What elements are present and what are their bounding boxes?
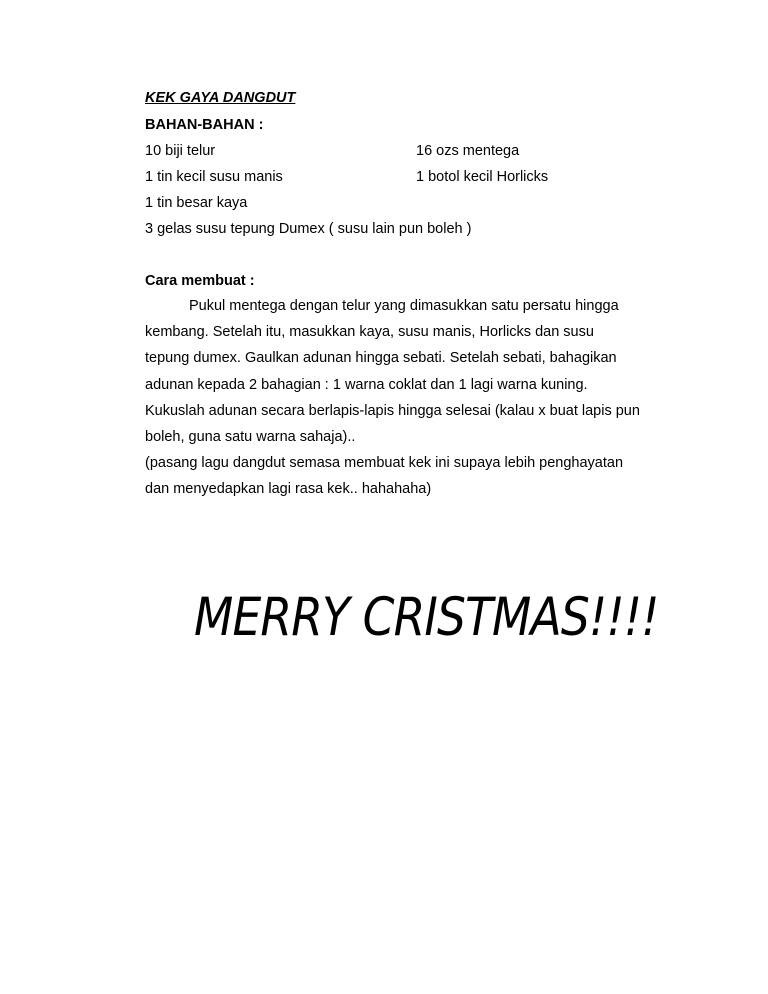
recipe-title: KEK GAYA DANGDUT: [145, 90, 296, 106]
method-line: Pukul mentega dengan telur yang dimasukkan satu persatu hingga: [189, 298, 619, 314]
method-line: boleh, guna satu warna sahaja)..: [145, 429, 356, 445]
method-line: adunan kepada 2 bahagian : 1 warna coklat dan 1 lagi warna kuning.: [145, 377, 588, 393]
ingredient-item: 10 biji telur: [145, 143, 216, 159]
ingredient-item: 3 gelas susu tepung Dumex ( susu lain pun boleh ): [145, 221, 472, 237]
method-line: dan menyedapkan lagi rasa kek.. hahahaha): [145, 481, 432, 497]
method-line: kembang. Setelah itu, masukkan kaya, susu manis, Horlicks dan susu: [145, 324, 594, 340]
ingredient-item: 1 tin besar kaya: [145, 195, 248, 211]
ingredient-item: 1 tin kecil susu manis: [145, 169, 283, 185]
method-line: Kukuslah adunan secara berlapis-lapis hingga selesai (kalau x buat lapis pun: [145, 403, 640, 419]
ingredient-item: 1 botol kecil Horlicks: [416, 169, 549, 185]
ingredient-item: 16 ozs mentega: [416, 143, 520, 159]
method-line: (pasang lagu dangdut semasa membuat kek ini supaya lebih penghayatan: [145, 455, 624, 471]
method-heading: Cara membuat :: [145, 273, 255, 289]
christmas-greeting: MERRY CRISTMAS!!!!: [194, 587, 659, 648]
method-line: tepung dumex. Gaulkan adunan hingga sebati. Setelah sebati, bahagikan: [145, 350, 617, 366]
ingredients-heading: BAHAN-BAHAN :: [145, 117, 264, 133]
